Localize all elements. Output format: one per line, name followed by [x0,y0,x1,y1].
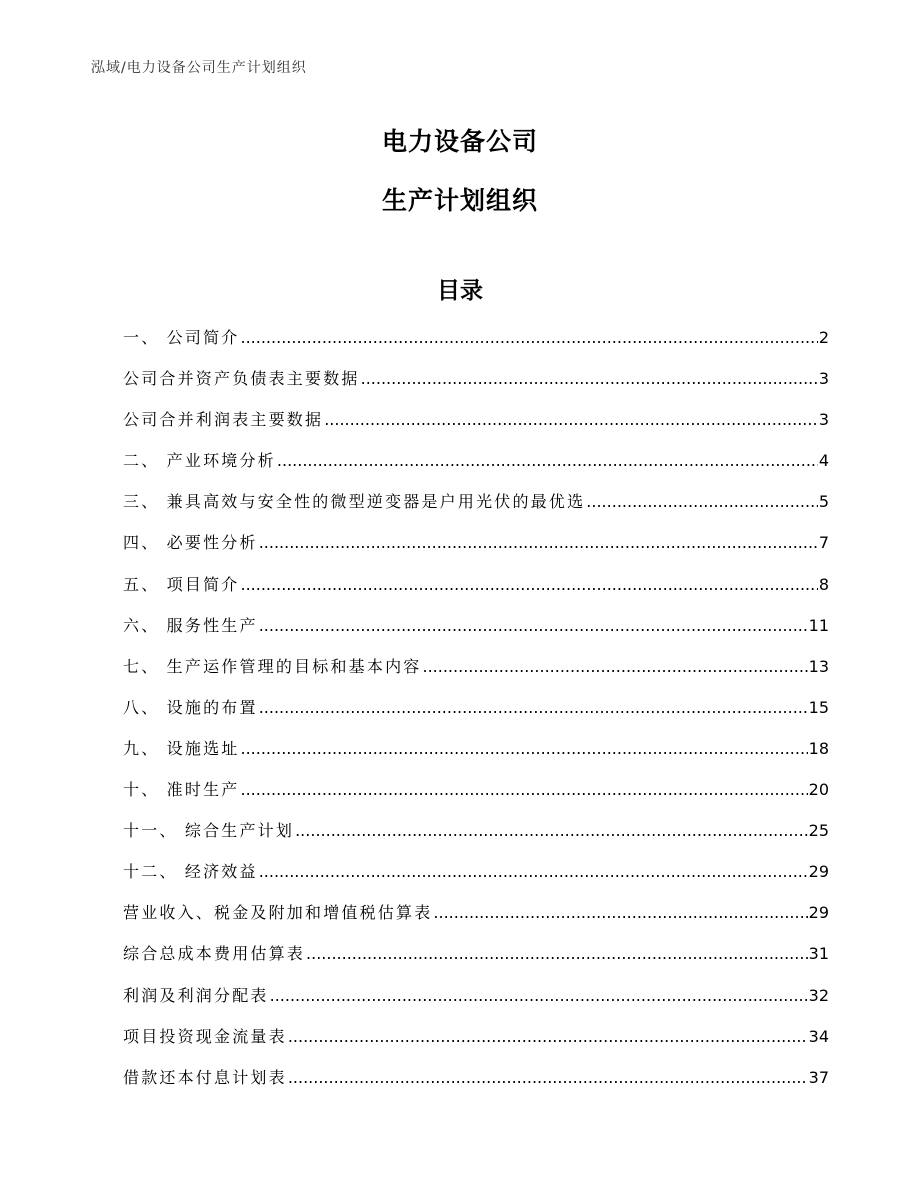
toc-entry-page: 13 [808,656,829,676]
toc-entry-label: 四、 必要性分析 [123,533,258,553]
toc-entry[interactable] [123,941,829,982]
toc-entry[interactable] [123,366,829,407]
toc-leader-dots [295,821,808,840]
toc-entry-page: 3 [818,410,829,430]
toc-entry[interactable] [123,900,829,941]
toc-entry-page: 29 [808,903,829,923]
toc-leader-dots [259,698,808,717]
toc-entry-label: 二、 产业环境分析 [123,451,276,471]
toc-entry-label: 利润及利润分配表 [123,985,269,1005]
toc-entry[interactable] [123,613,829,654]
toc-entry-label: 十二、 经济效益 [123,862,258,882]
toc-entry-label: 营业收入、税金及附加和增值税估算表 [123,903,433,923]
toc-entry[interactable] [123,695,829,736]
toc-entry-page: 31 [808,944,829,964]
toc-leader-dots [306,944,808,963]
document-subtitle: 生产计划组织 [381,186,538,215]
toc-leader-dots [241,780,808,799]
toc-entry-page: 5 [818,492,829,512]
table-of-contents [123,325,829,1106]
toc-entry-label: 六、 服务性生产 [123,615,258,635]
toc-entry-page: 20 [808,780,829,800]
toc-entry-label: 八、 设施的布置 [123,697,258,717]
toc-entry[interactable] [123,654,829,695]
toc-heading: 目录 [437,278,483,304]
toc-leader-dots [241,739,808,758]
toc-leader-dots [288,1027,808,1046]
toc-entry-page: 34 [808,1026,829,1046]
toc-entry[interactable] [123,572,829,613]
toc-entry-label: 九、 设施选址 [123,738,240,758]
toc-leader-dots [324,410,818,429]
toc-leader-dots [277,451,818,470]
toc-entry[interactable] [123,1024,829,1065]
toc-entry-label: 一、 公司简介 [123,328,240,347]
toc-leader-dots [586,492,818,511]
toc-entry-label: 公司合并利润表主要数据 [123,410,324,430]
toc-entry[interactable] [123,777,829,818]
toc-entry-label: 十一、 综合生产计划 [123,821,295,841]
toc-entry[interactable] [123,407,829,448]
toc-entry-label: 公司合并资产负债表主要数据 [123,369,360,389]
toc-leader-dots [241,328,818,347]
toc-entry-page: 8 [818,574,829,594]
toc-entry[interactable] [123,489,829,530]
toc-entry-label: 项目投资现金流量表 [123,1026,287,1046]
toc-entry[interactable] [123,1065,829,1106]
toc-entry[interactable] [123,859,829,900]
toc-entry[interactable] [123,736,829,777]
toc-leader-dots [259,533,818,552]
toc-leader-dots [361,369,818,388]
toc-entry-page: 37 [808,1067,829,1087]
toc-entry[interactable] [123,530,829,571]
toc-leader-dots [288,1068,808,1087]
toc-entry[interactable] [123,325,829,366]
toc-entry-page: 11 [808,615,829,635]
toc-entry[interactable] [123,983,829,1024]
toc-entry-page: 15 [808,697,829,717]
toc-entry-page: 29 [808,862,829,882]
toc-entry-page: 18 [808,738,829,758]
toc-entry-label: 三、 兼具高效与安全性的微型逆变器是户用光伏的最优选 [123,492,586,512]
toc-leader-dots [259,616,808,635]
toc-leader-dots [259,862,808,881]
toc-entry-label: 七、 生产运作管理的目标和基本内容 [123,656,422,676]
document-title: 电力设备公司 [381,127,538,156]
toc-leader-dots [433,903,807,922]
toc-entry-page: 25 [808,821,829,841]
toc-entry-page: 32 [808,985,829,1005]
toc-entry-page: 3 [818,369,829,389]
toc-leader-dots [423,657,808,676]
toc-entry-label: 借款还本付息计划表 [123,1067,287,1087]
toc-entry[interactable] [123,818,829,859]
toc-entry-label: 综合总成本费用估算表 [123,944,306,964]
toc-entry-label: 十、 准时生产 [123,780,240,800]
toc-leader-dots [241,575,818,594]
toc-entry-label: 五、 项目简介 [123,574,240,594]
toc-entry[interactable] [123,448,829,489]
page-header: 泓域/电力设备公司生产计划组织 [91,60,307,76]
toc-entry-page: 4 [818,451,829,471]
toc-leader-dots [270,986,808,1005]
toc-entry-page: 7 [818,533,829,553]
toc-entry-page: 2 [818,328,829,347]
